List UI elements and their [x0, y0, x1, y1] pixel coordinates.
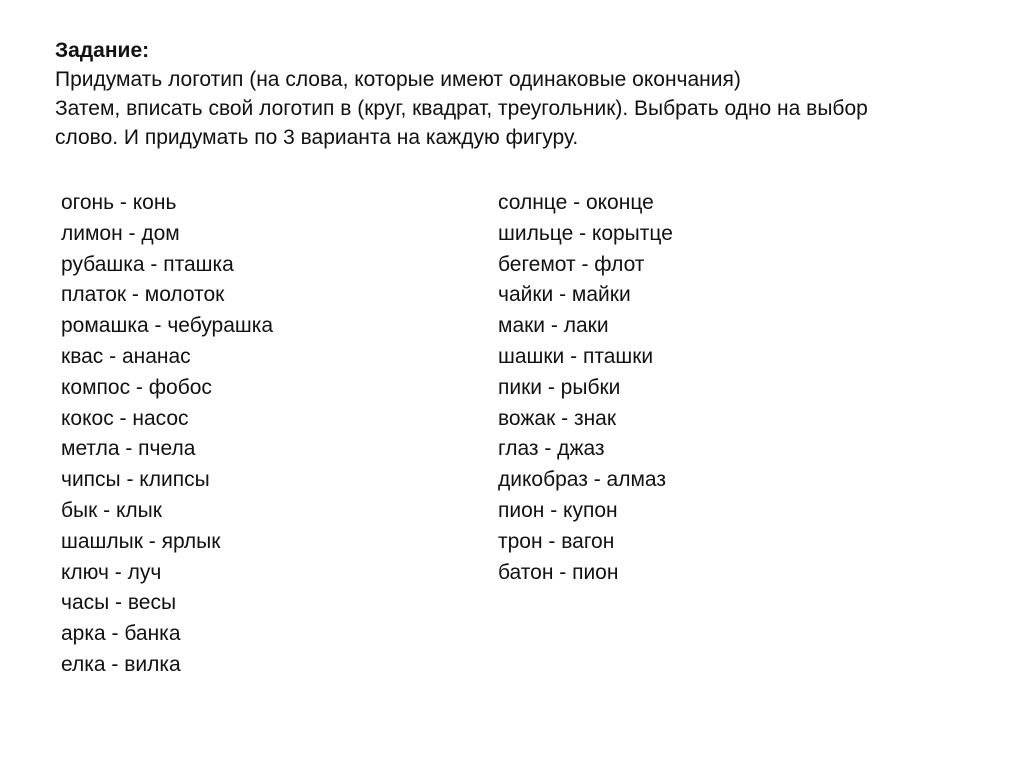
- word-pair: трон - вагон: [498, 529, 615, 553]
- task-heading: Задание:: [55, 39, 150, 62]
- word-pair: платок - молоток: [61, 283, 225, 307]
- word-pair: вожак - знак: [498, 406, 617, 430]
- word-pair: квас - ананас: [61, 344, 191, 368]
- word-pair: солнце - оконце: [498, 191, 654, 214]
- task-line-3: слово. И придумать по 3 варианта на каждую фигуру.: [55, 126, 579, 149]
- word-pair: елка - вилка: [61, 652, 181, 676]
- word-pair: глаз - джаз: [498, 437, 605, 461]
- word-pair: компос - фобос: [61, 375, 212, 399]
- word-pair: шашки - пташки: [498, 344, 654, 368]
- word-pair: бегемот - флот: [498, 252, 645, 276]
- task-line-1: Придумать логотип (на слова, которые имеют одинаковые окончания): [55, 68, 741, 91]
- word-pair: ромашка - чебурашка: [61, 314, 274, 338]
- word-pair: кокос - насос: [61, 406, 189, 430]
- word-pair: шашлык - ярлык: [61, 529, 221, 553]
- task-block: [55, 36, 995, 152]
- word-pair: огонь - конь: [61, 191, 177, 214]
- word-pair: арка - банка: [61, 622, 181, 646]
- word-pairs-right-column: [498, 188, 673, 588]
- word-pair: ключ - луч: [61, 560, 162, 584]
- word-pair: чайки - майки: [498, 283, 631, 307]
- word-pairs-left-column: [61, 188, 273, 681]
- word-pair: бык - клык: [61, 498, 162, 522]
- task-line-2: Затем, вписать свой логотип в (круг, квадрат, треугольник). Выбрать одно на выбор: [55, 97, 868, 120]
- word-pair: рубашка - пташка: [61, 252, 234, 276]
- word-pair: маки - лаки: [498, 314, 609, 338]
- word-pair: метла - пчела: [61, 437, 196, 461]
- word-pair: дикобраз - алмаз: [498, 468, 666, 492]
- word-pair: пион - купон: [498, 498, 618, 522]
- word-pair: лимон - дом: [61, 221, 180, 245]
- word-pair: чипсы - клипсы: [61, 468, 210, 492]
- word-pair: шильце - корытце: [498, 221, 673, 245]
- word-pair: батон - пион: [498, 560, 619, 584]
- word-pair: пики - рыбки: [498, 375, 621, 399]
- word-pair: часы - весы: [61, 591, 177, 615]
